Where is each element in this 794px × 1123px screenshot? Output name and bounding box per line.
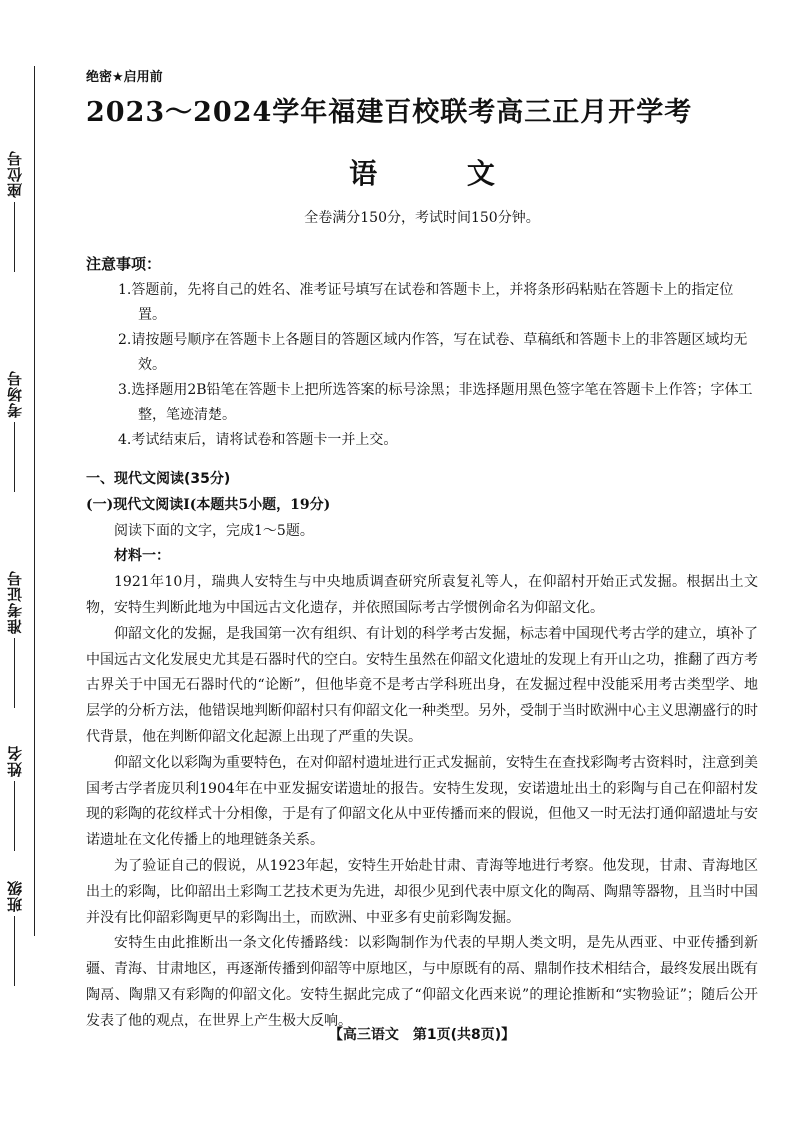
- exam-info: 全卷满分150分，考试时间150分钟。: [304, 210, 540, 226]
- paragraph: 仰韶文化以彩陶为重要特色，在对仰韶村遗址进行正式发掘前，安特生在查找彩陶考古资料时，注意到美国考古学者庞贝利1904年在中亚发掘安诺遗址的报告。安特生发现，安诺遗址出土的彩陶与自己在仰韶村发现的彩陶的花纹样式十分相像，于是有了仰韶文化从中亚传播而来的假说，但他又一时无法打通仰韶遗址与安诺遗址在文化传播上的地理链条关系。: [86, 754, 758, 849]
- paragraph: 安特生由此推断出一条文化传播路线：以彩陶制作为代表的早期人类文明，是先从西亚、中亚传播到新疆、青海、甘肃地区，再逐渐传播到仰韶等中原地区，与中原既有的鬲、鼎制作技术相结合，最终发展出既有陶鬲、陶鼎又有彩陶的仰韶文化。安特生据此完成了“仰韶文化西来说”的理论推断和“实物验证”；随后公开发表了他的观点，在世界上产生极大反响。: [86, 935, 758, 1029]
- class-field: 班级: [4, 880, 25, 990]
- secret-label: 绝密★启用前: [86, 70, 163, 85]
- name-field: 姓名: [4, 745, 25, 855]
- subject-title: 语 文: [349, 157, 535, 190]
- notice-item: 3.选择题用2B铅笔在答题卡上把所选答案的标号涂黑；非选择题用黑色签字笔在答题卡上作答；字体工整，笔迹清楚。: [118, 382, 753, 423]
- binding-line: [34, 66, 35, 936]
- exam-room-field: 考场号: [4, 370, 25, 496]
- paragraph: 为了验证自己的假说，从1923年起，安特生开始赴甘肃、青海等地进行考察。他发现，甘肃、青海地区出土的彩陶，比仰韶出土彩陶工艺技术更为先进，却很少见到代表中原文化的陶鬲、陶鼎等器物，且当时中国并没有比仰韶彩陶更早的彩陶出土，而欧洲、中亚多有史前彩陶发掘。: [86, 857, 758, 926]
- reading-section: [86, 467, 758, 1035]
- admission-number-field: 准考证号: [4, 570, 25, 712]
- paragraph: 1921年10月，瑞典人安特生与中央地质调查研究所袁复礼等人，在仰韶村开始正式发掘。根据出土文物，安特生判断此地为中国远古文化遗存，并依照国际考古学惯例命名为仰韶文化。: [86, 574, 758, 616]
- exam-title: 2023～2024学年福建百校联考高三正月开学考: [86, 97, 693, 128]
- instruction: 阅读下面的文字，完成1～5题。: [114, 522, 314, 539]
- notice-item: 1.答题前，先将自己的姓名、准考证号填写在试卷和答题卡上，并将条形码粘贴在答题卡上的指定位置。: [118, 282, 734, 323]
- notice-title: 注意事项：: [86, 255, 162, 273]
- material-label: 材料一：: [114, 548, 170, 565]
- notice-list: [118, 278, 758, 453]
- notice-item: 4.考试结束后，请将试卷和答题卡一并上交。: [118, 432, 398, 448]
- subsection-heading: (一)现代文阅读Ⅰ(本题共5小题，19分): [86, 496, 331, 513]
- page-footer: 【高三语文 第1页(共8页)】: [328, 1027, 516, 1043]
- seat-number-field: 座位号: [4, 150, 25, 276]
- paragraph: 仰韶文化的发掘，是我国第一次有组织、有计划的科学考古发掘，标志着中国现代考古学的建立，填补了中国远古文化发展史尤其是石器时代的空白。安特生虽然在仰韶文化遗址的发现上有开山之功，推翻了西方考古界关于中国无石器时代的“论断”，但他毕竟不是考古学科班出身，在发掘过程中没能采用考古类型学、地层学的分析方法，他错误地判断仰韶村只有仰韶文化一种类型。另外，受制于当时欧洲中心主义思潮盛行的时代背景，他在判断仰韶文化起源上出现了严重的失误。: [86, 625, 758, 745]
- section-heading: 一、现代文阅读(35分): [86, 471, 231, 487]
- notice-item: 2.请按题号顺序在答题卡上各题目的答题区域内作答，写在试卷、草稿纸和答题卡上的非答题区域均无效。: [118, 332, 748, 373]
